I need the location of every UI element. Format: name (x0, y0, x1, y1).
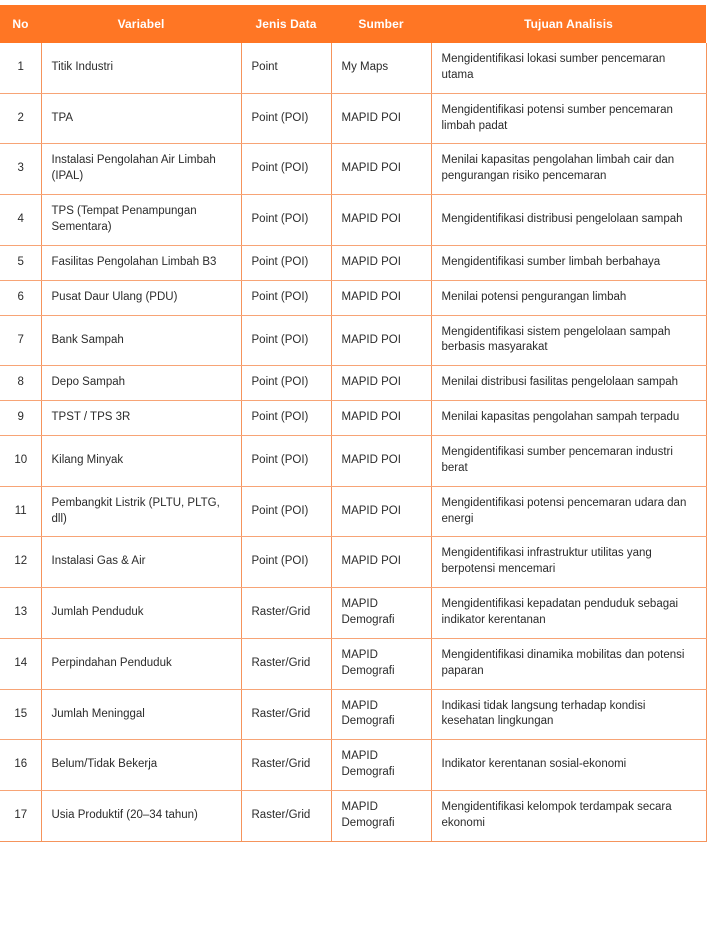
cell-variabel: Instalasi Pengolahan Air Limbah (IPAL) (41, 144, 241, 195)
cell-sumber: MAPID POI (331, 366, 431, 401)
cell-variabel: Pembangkit Listrik (PLTU, PLTG, dll) (41, 486, 241, 537)
cell-no: 16 (0, 740, 41, 791)
cell-sumber: MAPID POI (331, 93, 431, 144)
cell-jenis: Raster/Grid (241, 638, 331, 689)
table-row (0, 588, 706, 639)
cell-tujuan: Menilai kapasitas pengolahan limbah cair dan pengurangan risiko pencemaran (431, 144, 706, 195)
table-row (0, 401, 706, 436)
cell-tujuan: Mengidentifikasi infrastruktur utilitas yang berpotensi mencemari (431, 537, 706, 588)
cell-no: 8 (0, 366, 41, 401)
cell-sumber: MAPID POI (331, 195, 431, 246)
cell-jenis: Point (POI) (241, 144, 331, 195)
cell-sumber: MAPID Demografi (331, 740, 431, 791)
cell-no: 15 (0, 689, 41, 740)
cell-no: 13 (0, 588, 41, 639)
cell-tujuan: Mengidentifikasi sumber limbah berbahaya (431, 245, 706, 280)
table-row (0, 195, 706, 246)
cell-sumber: MAPID POI (331, 315, 431, 366)
cell-tujuan: Mengidentifikasi kelompok terdampak secara ekonomi (431, 791, 706, 842)
column-header-sumber: Sumber (331, 5, 431, 43)
cell-no: 4 (0, 195, 41, 246)
variable-analysis-table (0, 5, 707, 842)
cell-variabel: Kilang Minyak (41, 436, 241, 487)
cell-sumber: MAPID POI (331, 144, 431, 195)
cell-sumber: MAPID Demografi (331, 588, 431, 639)
cell-jenis: Point (POI) (241, 195, 331, 246)
cell-variabel: TPS (Tempat Penampungan Sementara) (41, 195, 241, 246)
cell-sumber: MAPID POI (331, 537, 431, 588)
cell-no: 14 (0, 638, 41, 689)
cell-tujuan: Mengidentifikasi potensi pencemaran udara dan energi (431, 486, 706, 537)
cell-tujuan: Mengidentifikasi sumber pencemaran industri berat (431, 436, 706, 487)
cell-jenis: Point (POI) (241, 315, 331, 366)
column-header-jenis-data: Jenis Data (241, 5, 331, 43)
column-header-tujuan-analisis: Tujuan Analisis (431, 5, 706, 43)
cell-sumber: My Maps (331, 43, 431, 93)
cell-jenis: Point (POI) (241, 436, 331, 487)
table-row (0, 144, 706, 195)
cell-no: 12 (0, 537, 41, 588)
cell-variabel: Jumlah Penduduk (41, 588, 241, 639)
table-row (0, 245, 706, 280)
cell-variabel: Jumlah Meninggal (41, 689, 241, 740)
cell-jenis: Point (POI) (241, 245, 331, 280)
column-header-no: No (0, 5, 41, 43)
table-row (0, 43, 706, 93)
cell-variabel: Fasilitas Pengolahan Limbah B3 (41, 245, 241, 280)
cell-jenis: Point (POI) (241, 366, 331, 401)
cell-variabel: TPA (41, 93, 241, 144)
cell-no: 7 (0, 315, 41, 366)
cell-sumber: MAPID POI (331, 436, 431, 487)
cell-jenis: Point (POI) (241, 537, 331, 588)
cell-tujuan: Menilai potensi pengurangan limbah (431, 280, 706, 315)
cell-variabel: Pusat Daur Ulang (PDU) (41, 280, 241, 315)
table-row (0, 280, 706, 315)
cell-no: 10 (0, 436, 41, 487)
cell-no: 2 (0, 93, 41, 144)
cell-sumber: MAPID Demografi (331, 689, 431, 740)
cell-tujuan: Mengidentifikasi potensi sumber pencemaran limbah padat (431, 93, 706, 144)
cell-jenis: Point (POI) (241, 486, 331, 537)
cell-jenis: Point (POI) (241, 93, 331, 144)
table-row (0, 537, 706, 588)
cell-tujuan: Mengidentifikasi lokasi sumber pencemaran utama (431, 43, 706, 93)
table-row (0, 436, 706, 487)
cell-tujuan: Mengidentifikasi distribusi pengelolaan sampah (431, 195, 706, 246)
cell-tujuan: Mengidentifikasi dinamika mobilitas dan potensi paparan (431, 638, 706, 689)
cell-no: 3 (0, 144, 41, 195)
table-row (0, 486, 706, 537)
cell-variabel: Perpindahan Penduduk (41, 638, 241, 689)
cell-sumber: MAPID POI (331, 486, 431, 537)
cell-jenis: Raster/Grid (241, 689, 331, 740)
cell-no: 11 (0, 486, 41, 537)
cell-no: 5 (0, 245, 41, 280)
table-row (0, 689, 706, 740)
cell-no: 6 (0, 280, 41, 315)
cell-variabel: Bank Sampah (41, 315, 241, 366)
cell-no: 17 (0, 791, 41, 842)
cell-tujuan: Mengidentifikasi kepadatan penduduk sebagai indikator kerentanan (431, 588, 706, 639)
table-row (0, 315, 706, 366)
cell-no: 9 (0, 401, 41, 436)
cell-sumber: MAPID Demografi (331, 638, 431, 689)
cell-tujuan: Mengidentifikasi sistem pengelolaan sampah berbasis masyarakat (431, 315, 706, 366)
cell-sumber: MAPID POI (331, 245, 431, 280)
table-row (0, 740, 706, 791)
table-header (0, 5, 706, 43)
cell-no: 1 (0, 43, 41, 93)
cell-sumber: MAPID POI (331, 401, 431, 436)
cell-sumber: MAPID Demografi (331, 791, 431, 842)
cell-variabel: Usia Produktif (20–34 tahun) (41, 791, 241, 842)
table-row (0, 366, 706, 401)
table-body (0, 43, 706, 841)
table-row (0, 638, 706, 689)
cell-jenis: Raster/Grid (241, 740, 331, 791)
cell-variabel: Depo Sampah (41, 366, 241, 401)
cell-jenis: Point (POI) (241, 401, 331, 436)
cell-jenis: Raster/Grid (241, 791, 331, 842)
cell-tujuan: Indikator kerentanan sosial-ekonomi (431, 740, 706, 791)
cell-variabel: Belum/Tidak Bekerja (41, 740, 241, 791)
table-row (0, 93, 706, 144)
column-header-variabel: Variabel (41, 5, 241, 43)
cell-sumber: MAPID POI (331, 280, 431, 315)
table-header-row (0, 5, 706, 43)
cell-tujuan: Menilai distribusi fasilitas pengelolaan sampah (431, 366, 706, 401)
cell-jenis: Raster/Grid (241, 588, 331, 639)
cell-jenis: Point (POI) (241, 280, 331, 315)
table-row (0, 791, 706, 842)
cell-tujuan: Indikasi tidak langsung terhadap kondisi kesehatan lingkungan (431, 689, 706, 740)
cell-jenis: Point (241, 43, 331, 93)
cell-variabel: TPST / TPS 3R (41, 401, 241, 436)
cell-variabel: Instalasi Gas & Air (41, 537, 241, 588)
cell-variabel: Titik Industri (41, 43, 241, 93)
cell-tujuan: Menilai kapasitas pengolahan sampah terpadu (431, 401, 706, 436)
